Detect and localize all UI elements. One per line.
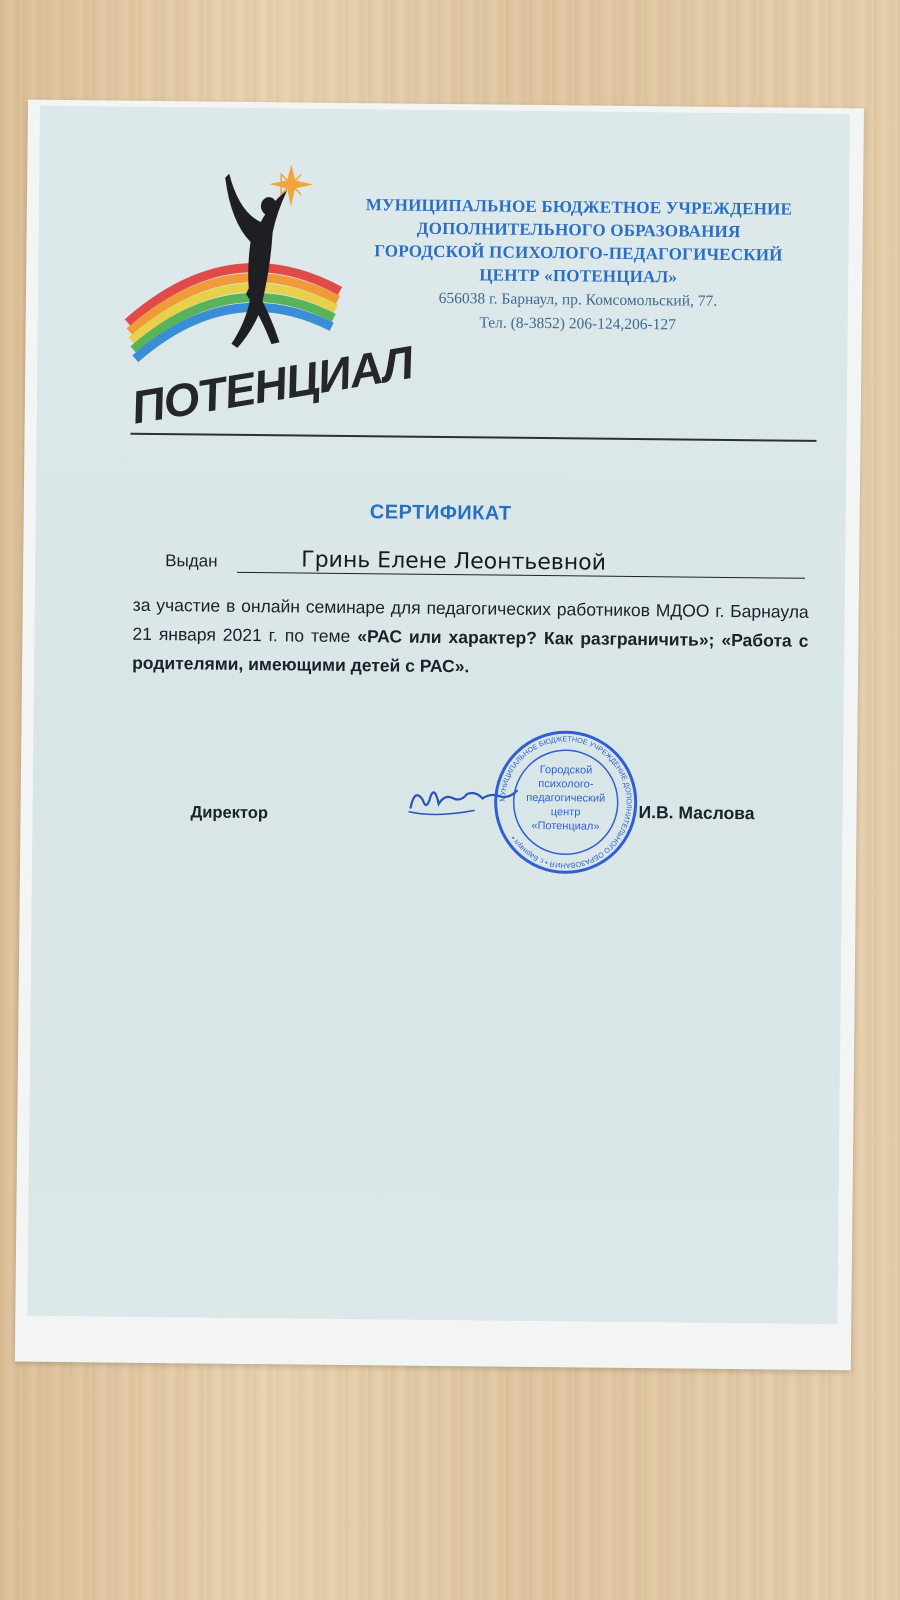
org-line-2: ДОПОЛНИТЕЛЬНОГО ОБРАЗОВАНИЯ	[416, 218, 741, 242]
address: 656038 г. Барнаул, пр. Комсомольский, 77.	[438, 289, 718, 310]
org-line-3: ГОРОДСКОЙ ПСИХОЛОГО-ПЕДАГОГИЧЕСКИЙ	[374, 241, 783, 265]
issued-to-row	[165, 547, 805, 584]
figure-icon	[223, 174, 287, 349]
director-name: И.В. Маслова	[638, 802, 755, 824]
star-icon	[269, 164, 313, 206]
recipient-name: Гринь Елене Леонтьевной	[301, 547, 607, 576]
phone: Тел. (8-3852) 206-124,206-127	[479, 314, 677, 334]
stamp-ring-text: МУНИЦИПАЛЬНОЕ БЮДЖЕТНОЕ УЧРЕЖДЕНИЕ ДОПОЛНИТЕЛЬНОГО ОБРАЗОВАНИЯ • г. Барнаул •	[497, 734, 634, 871]
body-plain-text: за участие в онлайн семинаре для педагогических работников МДОО г. Барнаула 21 января 2021 г. по теме	[132, 594, 809, 647]
header-divider	[131, 433, 817, 442]
potencial-logo	[119, 171, 417, 434]
stamp-line-2: психолого-	[538, 778, 594, 791]
logo-wordmark: ПОТЕНЦИАЛ	[127, 335, 417, 434]
body-topic-text: «РАС или характер? Как разграничить»; «Работа с родителями, имеющими детей с РАС».	[132, 626, 809, 677]
printed-area	[27, 106, 850, 1324]
stamp-line-4: центр	[550, 806, 581, 819]
stamp-line-1: Городской	[539, 764, 593, 777]
certificate-title: СЕРТИФИКАТ	[369, 501, 512, 525]
director-label: Директор	[190, 803, 269, 823]
org-line-4: ЦЕНТР «ПОТЕНЦИАЛ»	[479, 265, 678, 287]
letterhead	[328, 193, 829, 338]
stamp-line-5: «Потенциал»	[531, 819, 600, 833]
official-stamp	[490, 727, 642, 879]
issued-label: Выдан	[165, 551, 218, 571]
org-line-1: МУНИЦИПАЛЬНОЕ БЮДЖЕТНОЕ УЧРЕЖДЕНИЕ	[365, 195, 793, 219]
certificate-body	[132, 591, 809, 685]
rainbow-icon	[127, 266, 340, 361]
stamp-line-3: педагогический	[526, 791, 606, 805]
certificate-sheet	[15, 100, 864, 1371]
